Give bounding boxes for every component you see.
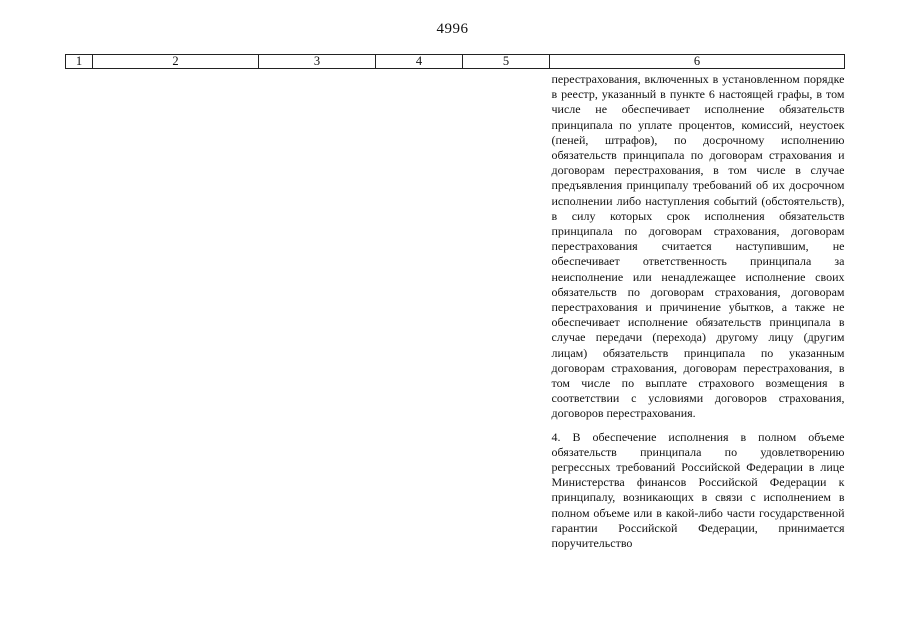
clause-4-paragraph: 4. В обеспечение исполнения в полном объеме обязательств принципала по удовлетворению регрессных требований Российской Федерации в лице Министерства финансов Российской Федерации к принципалу, возникающих в связи с исполнением в полном объеме или в какой-либо части государственной гарантии Российской Федерации, принимается поручительство — [551, 429, 845, 551]
cell-col-2 — [93, 69, 259, 552]
cell-col-5 — [463, 69, 550, 552]
cell-col-1 — [66, 69, 93, 552]
column-header-3: 3 — [259, 55, 376, 69]
conditions-paragraph: перестрахования, включенных в установленном порядке в реестр, указанный в пункте 6 настоящей графы, в том числе не обеспечивает исполнение обязательств принципала по уплате процентов, комиссий, неустоек (пеней, штрафов), по досрочному исполнению обязательств принципала по договорам страхования и договорам перестрахования, в том числе в случае предъявления принципалу требований об их досрочном исполнении либо наступления событий (обстоятельств), в силу которых срок исполнения обязательств принципала по договорам страхования, договорам перестрахования считается наступившим, не обеспечивает ответственность принципала за неисполнение или ненадлежащее исполнение своих обязательств по договорам страхования, договорам перестрахования и причинение убытков, а также не обеспечивает исполнение обязательств принципала в случае передачи (перехода) другому лицу (другим лицам) обязательств принципала по указанным договорам страхования, договорам перестрахования, в том числе по выплате страхового возмещения в соответствии с условиями договоров страхования, договоров перестрахования. — [551, 72, 845, 421]
page-number: 4996 — [436, 21, 469, 37]
cell-col-6 — [550, 69, 845, 552]
table-row — [66, 69, 845, 552]
cell-col-3 — [259, 69, 376, 552]
guarantee-table — [65, 54, 845, 551]
column-header-5: 5 — [463, 55, 550, 69]
column-header-4: 4 — [376, 55, 463, 69]
column-number-row — [66, 55, 845, 69]
column-header-1: 1 — [66, 55, 93, 69]
column-header-2: 2 — [93, 55, 259, 69]
column-header-6: 6 — [550, 55, 845, 69]
cell-col-4 — [376, 69, 463, 552]
